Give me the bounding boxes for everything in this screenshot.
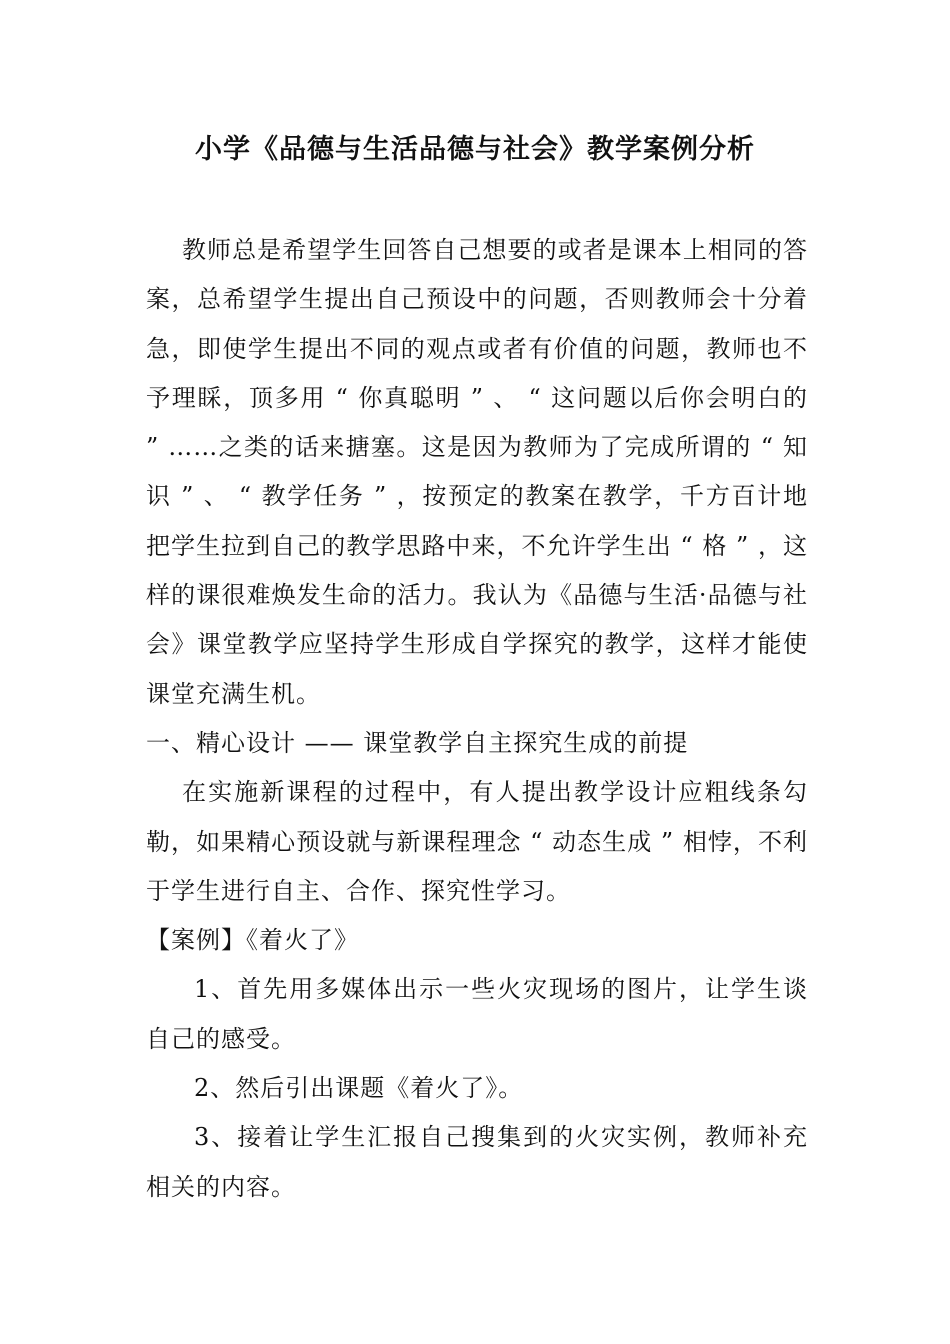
intro-paragraph: 教师总是希望学生回答自己想要的或者是课本上相同的答案，总希望学生提出自己预设中的问题，否则教师会十分着急，即使学生提出不同的观点或者有价值的问题，教师也不予理睬，顶多用 “ 你真聪明 ” 、 “ 这问题以后你会明白的 ” ……之类的话来搪塞。这是因为教师为了完成所谓的 “ 知识 ” 、 “ 教学任务 ” ，按预定的教案在教学，千方百计地把学生拉到自己的教学思路中来，不允许学生出 “ 格 ” ，这样的课很难焕发生命的活力。我认为《品德与生活·品德与社会》课堂教学应坚持学生形成自学探究的教学，这样才能使课堂充满生机。 <box>146 236 808 708</box>
document-body <box>146 226 808 1212</box>
case-step-2: 2、然后引出课题《着火了》。 <box>194 1074 524 1103</box>
document-title: 小学《品德与生活品德与社会》教学案例分析 <box>195 134 755 165</box>
section-paragraph: 在实施新课程的过程中，有人提出教学设计应粗线条勾勒，如果精心预设就与新课程理念 “ 动态生成 ” 相悖，不利于学生进行自主、合作、探究性学习。 <box>146 778 808 905</box>
case-heading: 【案例】《着火了》 <box>146 926 359 955</box>
case-step-1: 1、首先用多媒体出示一些火灾现场的图片，让学生谈自己的感受。 <box>146 975 808 1053</box>
section-heading-1: 一、精心设计 —— 课堂教学自主探究生成的前提 <box>146 728 689 757</box>
case-step-3: 3、接着让学生汇报自己搜集到的火灾实例，教师补充相关的内容。 <box>146 1123 808 1201</box>
